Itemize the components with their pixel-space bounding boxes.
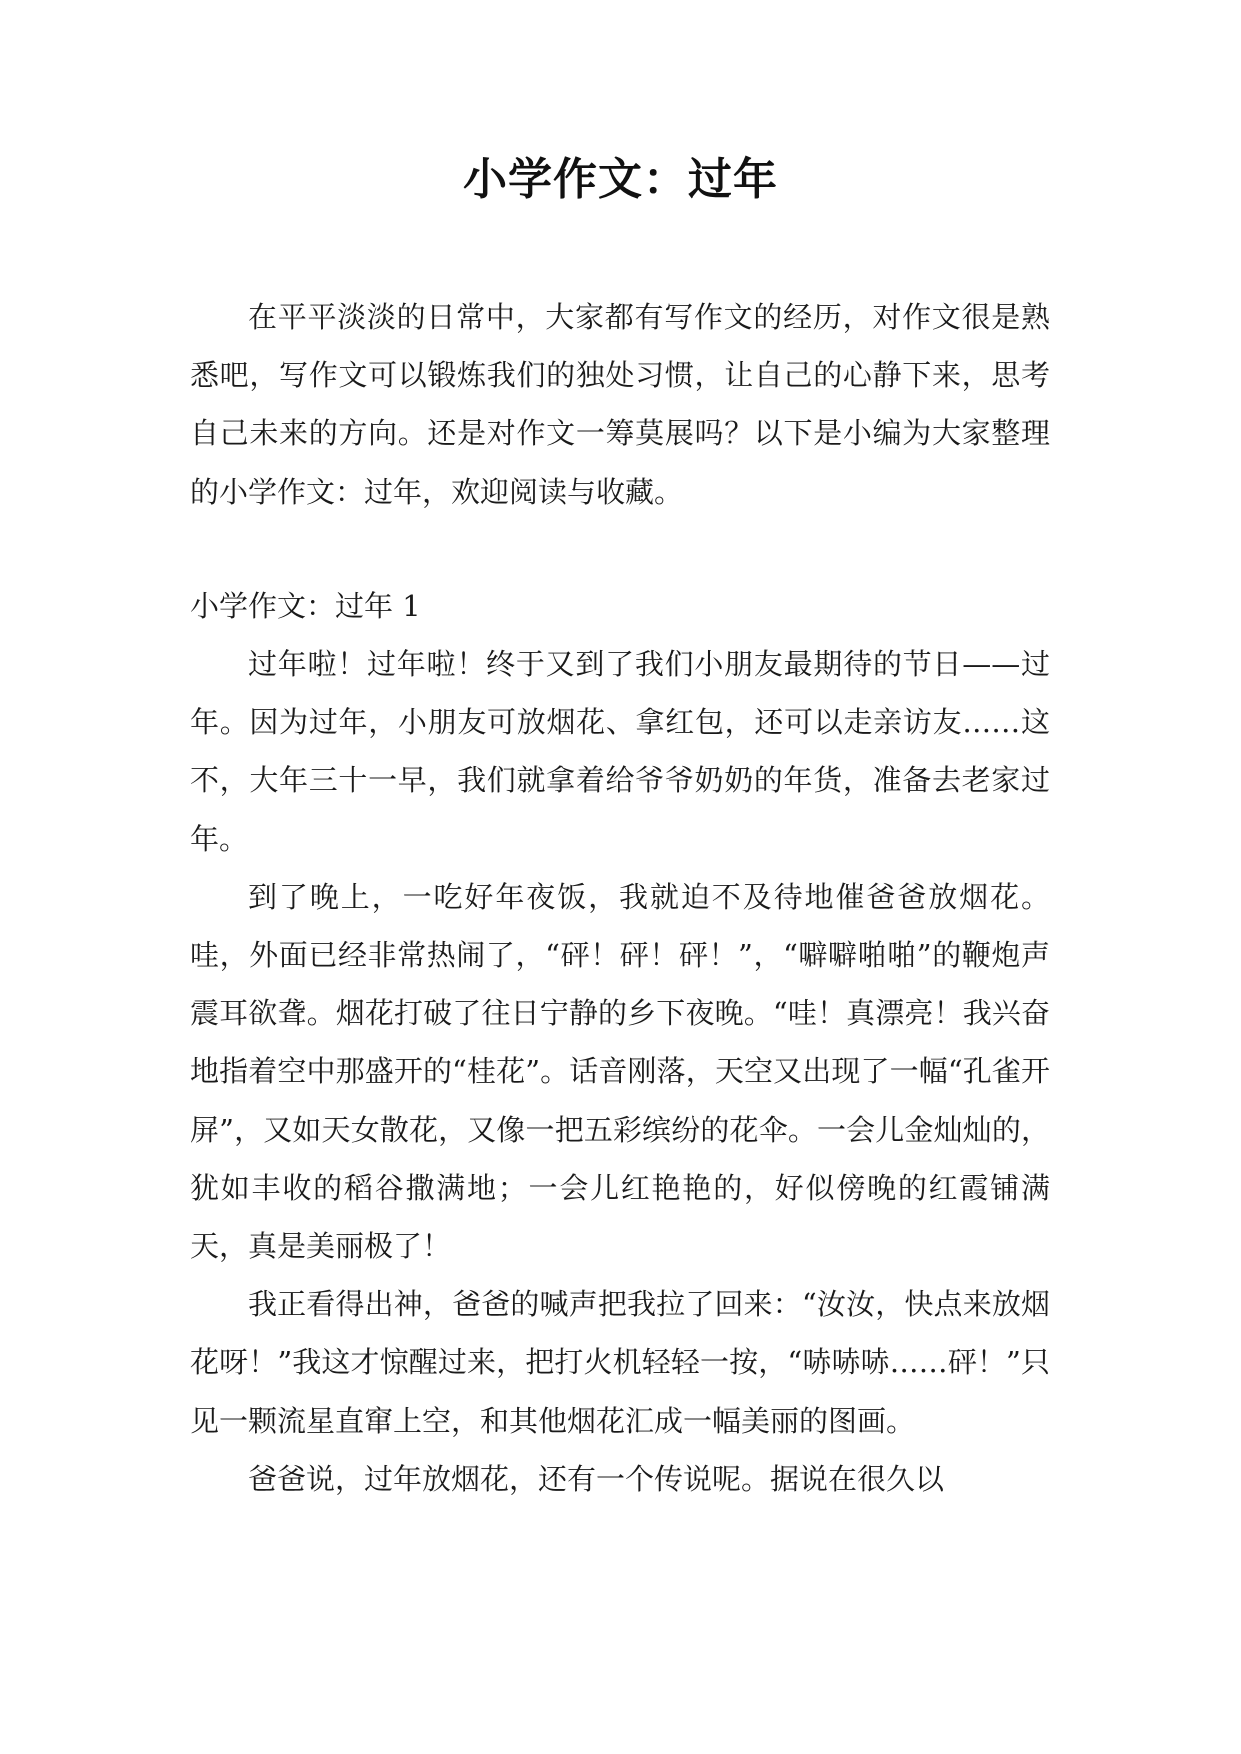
body-paragraph: 我正看得出神，爸爸的喊声把我拉了回来：“汝汝，快点来放烟花呀！”我这才惊醒过来，把打火机轻轻一按，“哧哧哧……砰！”只见一颗流星直窜上空，和其他烟花汇成一幅美丽的图画。 bbox=[190, 1287, 1050, 1438]
document-body bbox=[190, 288, 1050, 1508]
body-paragraph: 爸爸说，过年放烟花，还有一个传说呢。据说在很久以 bbox=[248, 1461, 945, 1496]
intro-paragraph: 在平平淡淡的日常中，大家都有写作文的经历，对作文很是熟悉吧，写作文可以锻炼我们的独处习惯，让自己的心静下来，思考自己未来的方向。还是对作文一筹莫展吗？以下是小编为大家整理的小学作文：过年，欢迎阅读与收藏。 bbox=[190, 300, 1050, 509]
section-title: 小学作文：过年 1 bbox=[190, 588, 421, 623]
body-paragraph: 过年啦！过年啦！终于又到了我们小朋友最期待的节日——过年。因为过年，小朋友可放烟花、拿红包，还可以走亲访友……这不，大年三十一早，我们就拿着给爷爷奶奶的年货，准备去老家过年。 bbox=[190, 647, 1050, 856]
body-paragraph: 到了晚上，一吃好年夜饭，我就迫不及待地催爸爸放烟花。哇，外面已经非常热闹了，“砰！砰！砰！”，“噼噼啪啪”的鞭炮声震耳欲聋。烟花打破了往日宁静的乡下夜晚。“哇！真漂亮！我兴奋地指着空中那盛开的“桂花”。话音刚落，天空又出现了一幅“孔雀开屏”，又如天女散花，又像一把五彩缤纷的花伞。一会儿金灿灿的，犹如丰收的稻谷撒满地；一会儿红艳艳的，好似傍晚的红霞铺满天，真是美丽极了！ bbox=[190, 879, 1050, 1264]
document-title: 小学作文：过年 bbox=[463, 154, 778, 205]
